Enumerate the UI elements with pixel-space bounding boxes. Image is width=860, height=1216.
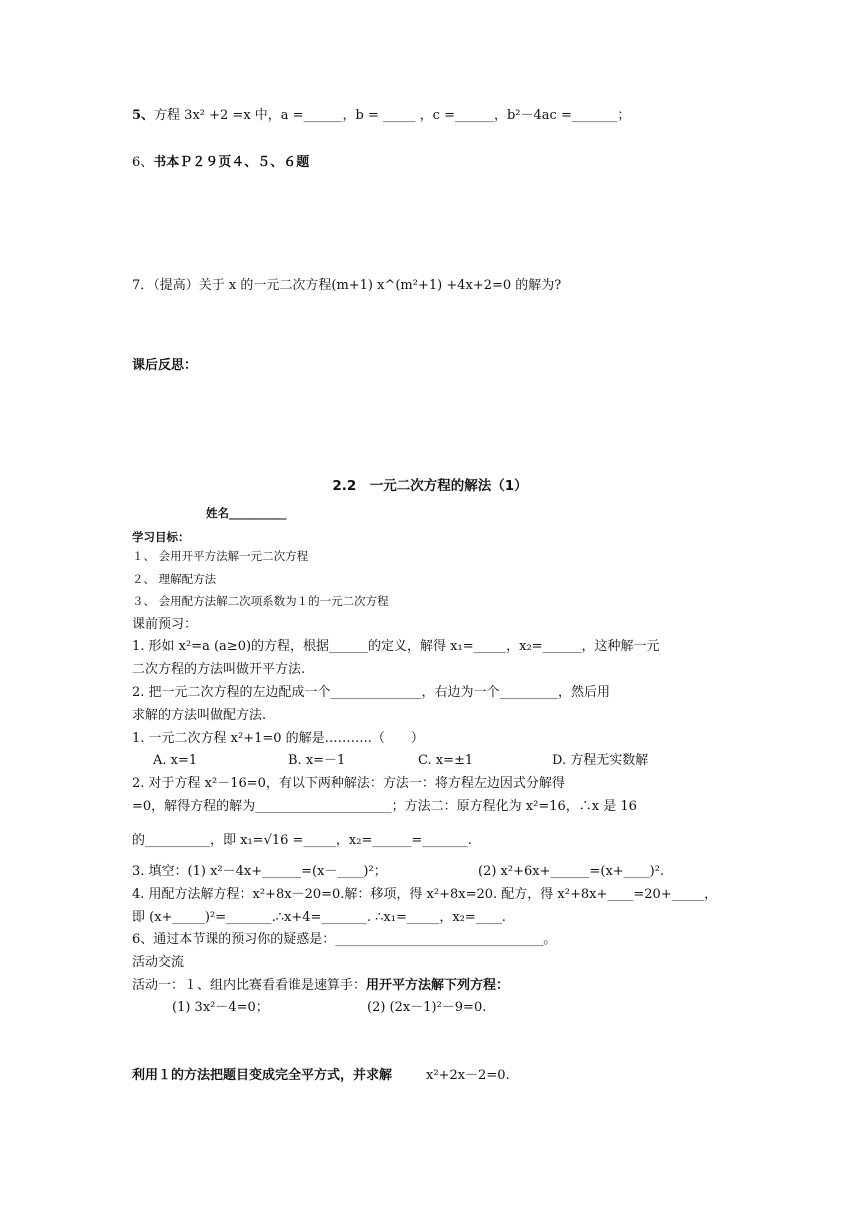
two-methods-line-b: =0，解得方程的解为_____________________；方法二：原方程化为 x²=16，∴x 是 16 [132, 799, 637, 814]
q7-line [132, 278, 561, 294]
equation-1: (1) 3x²－4=0； [172, 1000, 269, 1015]
final-task-equation: x²+2x－2=0. [426, 1068, 510, 1083]
fill-in-1: 3. 填空：(1) x²－4x+______=(x－____)²； [132, 864, 387, 879]
preview-q1-line-b: 二次方程的方法叫做开平方法. [132, 662, 306, 677]
mc-option-d: D. 方程无实数解 [552, 753, 649, 768]
doubts-line: 6、通过本节课的预习你的疑惑是：________________________________。 [132, 932, 557, 947]
goal-item-1: １、 会用开平方法解一元二次方程 [132, 549, 309, 563]
final-task-line [132, 1068, 510, 1084]
two-methods-line-c: 的__________，即 x₁=√16 =_____，x₂=______=_______. [132, 833, 472, 848]
goal-item-2: ２、 理解配方法 [132, 572, 217, 586]
complete-square-line-b: 即 (x+_____)²=_______.∴x+4=_______. ∴x₁=_____，x₂=____. [132, 910, 506, 925]
q7-text: 7．（提高）关于 x 的一元二次方程(m+1) x^(m²+1) +4x+2=0 的解为? [132, 278, 562, 293]
activity-heading: 活动交流 [132, 955, 185, 970]
preview-q2-line-b: 求解的方法叫做配方法. [132, 708, 267, 723]
activity-one-lead: 活动一：１、组内比赛看看谁是速算手： [132, 978, 367, 993]
activity-one-task: 用开平方法解下列方程： [366, 978, 510, 993]
q6-text: 书本Ｐ２９页４、５、６题 [153, 155, 310, 170]
section-title: 2.2 一元二次方程的解法（1） [332, 478, 528, 494]
q6-number: 6、 [132, 155, 154, 170]
fill-in-2: (2) x²+6x+______=(x+____)². [478, 864, 665, 879]
complete-square-line-a: 4. 用配方法解方程：x²+8x－20=0.解：移项，得 x²+8x=20. 配方，得 x²+8x+____=20+_____， [132, 887, 718, 902]
q5-line [132, 108, 630, 124]
reflection-heading: 课后反思： [132, 358, 198, 373]
goal-item-3: ３、 会用配方法解二次项系数为１的一元二次方程 [132, 594, 389, 608]
two-methods-line-a: 2. 对于方程 x²－16=0，有以下两种解法：方法一：将方程左边因式分解得 [132, 776, 565, 791]
q6-line [132, 155, 309, 171]
equation-2: (2) (2x－1)²－9=0. [367, 1000, 487, 1015]
q5-number: 5、 [132, 108, 155, 123]
mc-option-c: C. x=±1 [418, 753, 474, 768]
preview-q2-line-a: 2. 把一元二次方程的左边配成一个______________，右边为一个_________，然后用 [132, 685, 611, 700]
preview-heading: 课前预习： [132, 617, 198, 632]
name-label: 姓名__________ [206, 506, 287, 520]
activity-one-line [132, 978, 509, 994]
mc-question: 1. 一元二次方程 x²+1=0 的解是………..（ ） [132, 731, 424, 746]
mc-option-b: B. x=－1 [288, 753, 346, 768]
goals-heading: 学习目标： [132, 530, 190, 544]
final-task-text: 利用１的方法把题目变成完全平方式，并求解 [132, 1068, 393, 1083]
preview-q1-line-a: 1. 形如 x²=a (a≥0)的方程，根据______的定义，解得 x₁=_____，x₂=______，这种解一元 [132, 639, 660, 654]
q5-text: 方程 3x² +2 =x 中，a =______，b = _____ ，c =______，b²－4ac =_______； [154, 108, 631, 123]
mc-option-a: A. x=1 [153, 753, 198, 768]
